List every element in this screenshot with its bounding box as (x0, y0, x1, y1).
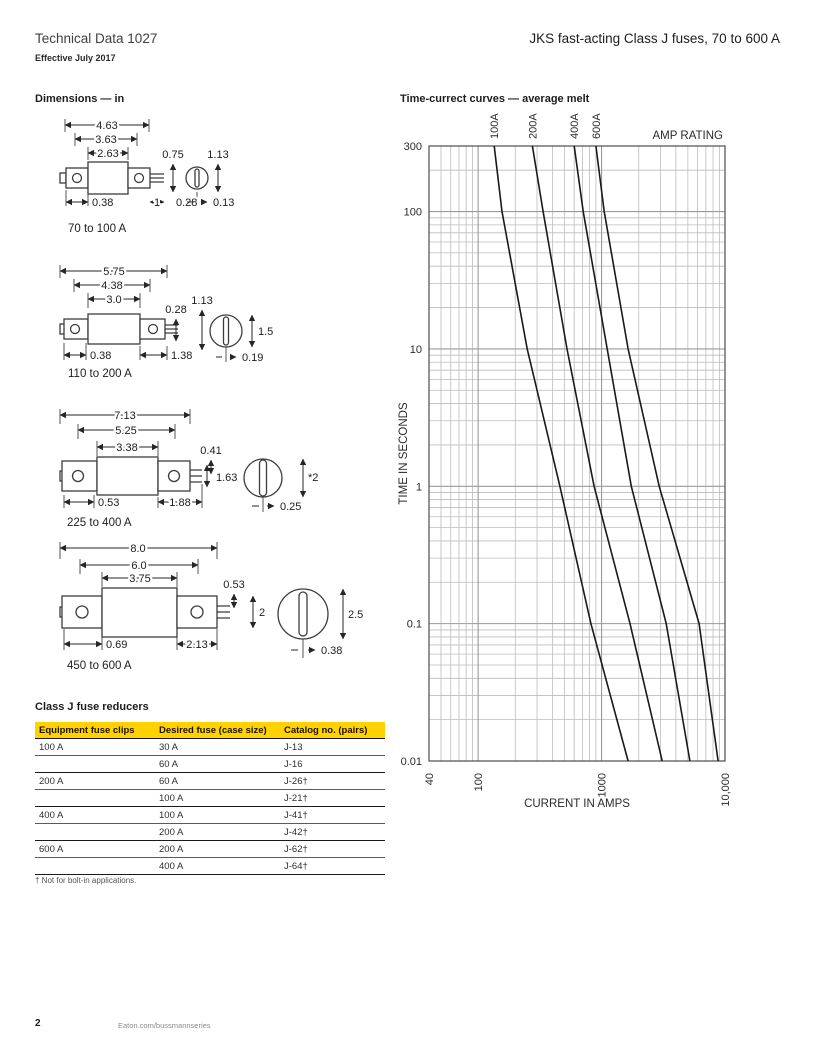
y-tick-label: 100 (403, 206, 422, 219)
dimensions-heading: Dimensions — in (35, 93, 125, 105)
dim-label: 0.75 (162, 149, 184, 161)
dim-label: 0.19 (242, 352, 264, 364)
page-number: 2 (35, 1018, 41, 1029)
dim-label: 0.53 (98, 497, 120, 509)
table-cell: J-26† (280, 773, 385, 790)
dim-label: 3.38 (116, 442, 138, 454)
dim-label: 2.13 (186, 639, 208, 651)
melt-curve-100A (494, 146, 628, 761)
dim-label: 3.63 (95, 134, 117, 146)
product-title: JKS fast-acting Class J fuses, 70 to 600 A (529, 31, 780, 46)
curve-label-200A: 200A (527, 113, 540, 139)
doc-title: Technical Data 1027 (35, 31, 158, 46)
table-row (35, 739, 385, 756)
fuse-end-view (210, 315, 242, 347)
table-cell: 60 A (155, 773, 280, 790)
table-cell: 30 A (155, 739, 280, 756)
fuse-end-view (186, 167, 208, 189)
dim-label: 2 (259, 607, 266, 619)
fuse-end-view (278, 589, 328, 639)
time-current-heading: Time-currect curves — average melt (400, 93, 590, 105)
table-row (35, 790, 385, 807)
table-cell (35, 756, 155, 773)
table-cell: 100 A (155, 807, 280, 824)
table-cell: J-16 (280, 756, 385, 773)
dim-label: 0.53 (223, 579, 245, 591)
dim-label: 3.0 (106, 294, 122, 306)
dim-label: 8.0 (130, 543, 146, 555)
table-row (35, 756, 385, 773)
melt-curve-600A (596, 146, 718, 761)
table-cell: 200 A (35, 773, 155, 790)
drawing-225-400A (60, 409, 318, 529)
dim-label: 2.5 (348, 609, 364, 621)
dim-label: 0.41 (200, 445, 222, 457)
y-tick-label: 300 (403, 141, 422, 153)
time-current-chart (395, 105, 765, 820)
drawing-caption: 110 to 200 A (68, 368, 132, 380)
time-current-chart-svg (395, 105, 765, 820)
fuse-end-view (244, 459, 282, 497)
x-axis-title: CURRENT IN AMPS (524, 798, 630, 810)
drawing-450-600A (60, 542, 363, 672)
dim-label: 2.63 (97, 148, 119, 160)
amp-rating-label: AMP RATING (652, 130, 723, 142)
melt-curve-400A (574, 146, 690, 761)
table-cell (35, 858, 155, 875)
table-cell: J-64† (280, 858, 385, 875)
dim-label: 1.63 (216, 472, 238, 484)
dim-label: 0.28 (165, 304, 187, 316)
x-tick-label: 10,000 (720, 773, 732, 807)
table-cell: J-62† (280, 841, 385, 858)
curve-label-600A: 600A (590, 113, 603, 139)
dim-label: 0.38 (92, 197, 114, 209)
table-cell: J-41† (280, 807, 385, 824)
dim-label: *2 (308, 472, 319, 484)
dim-label: 3.75 (129, 573, 151, 585)
table-cell (35, 790, 155, 807)
table-cell: J-13 (280, 739, 385, 756)
table-cell: 200 A (155, 841, 280, 858)
dim-label: 0.13 (213, 197, 235, 209)
effective-date: Effective July 2017 (35, 53, 116, 63)
dim-label: 0.28 (176, 197, 198, 209)
table-cell: J-42† (280, 824, 385, 841)
drawing-70-100A (60, 119, 234, 235)
plot-border (429, 146, 725, 761)
dim-label: 1 (153, 197, 161, 209)
dim-label: 1.13 (191, 295, 213, 307)
curve-label-100A: 100A (489, 113, 502, 139)
drawing-caption: 450 to 600 A (67, 660, 132, 672)
table-row (35, 824, 385, 841)
table-cell: J-21† (280, 790, 385, 807)
footer-website: Eaton.com/bussmannseries (118, 1021, 211, 1030)
dim-label: 5.75 (103, 266, 125, 278)
reducer-table-header (35, 722, 385, 739)
dim-label: 0.38 (321, 645, 343, 657)
dim-label: 1.88 (169, 497, 191, 509)
dim-label: 4.38 (101, 280, 123, 292)
x-tick-label: 1000 (596, 773, 609, 798)
drawing-110-200A (60, 265, 273, 380)
dim-label: 1.5 (258, 326, 274, 338)
table-cell: 200 A (155, 824, 280, 841)
y-tick-label: 0.01 (400, 756, 422, 768)
reducer-table (35, 722, 385, 875)
dim-label: 0.25 (280, 501, 302, 513)
dim-label: 4.63 (96, 120, 118, 132)
dim-label: 7.13 (114, 410, 136, 422)
dim-label: 0.38 (90, 350, 112, 362)
y-tick-label: 0.1 (406, 618, 422, 631)
dim-label: 6.0 (131, 560, 147, 572)
x-tick-label: 40 (424, 773, 436, 786)
table-row (35, 858, 385, 875)
curve-label-400A: 400A (569, 113, 582, 139)
y-axis-title: TIME IN SECONDS (398, 402, 410, 505)
table-cell: 60 A (155, 756, 280, 773)
column-header: Equipment fuse clips (35, 722, 155, 739)
table-cell (35, 824, 155, 841)
dim-label: 1.38 (171, 350, 193, 362)
fuse-dimension-drawings (30, 110, 390, 690)
table-row (35, 841, 385, 858)
table-cell: 400 A (35, 807, 155, 824)
y-tick-label: 10 (409, 343, 422, 356)
column-header: Catalog no. (pairs) (280, 722, 385, 739)
column-header: Desired fuse (case size) (155, 722, 280, 739)
x-tick-label: 100 (473, 773, 486, 792)
dim-label: 1.13 (207, 149, 229, 161)
y-tick-label: 1 (415, 481, 422, 494)
drawing-caption: 225 to 400 A (67, 517, 132, 529)
table-cell: 400 A (155, 858, 280, 875)
table-row (35, 807, 385, 824)
table-cell: 600 A (35, 841, 155, 858)
table-footnote: † Not for bolt-in applications. (35, 876, 137, 885)
table-cell: 100 A (35, 739, 155, 756)
drawing-caption: 70 to 100 A (68, 223, 127, 235)
table-cell: 100 A (155, 790, 280, 807)
reducer-table-title: Class J fuse reducers (35, 701, 149, 713)
dim-label: 5.25 (115, 425, 137, 437)
table-row (35, 773, 385, 790)
dim-label: 0.69 (106, 639, 128, 651)
